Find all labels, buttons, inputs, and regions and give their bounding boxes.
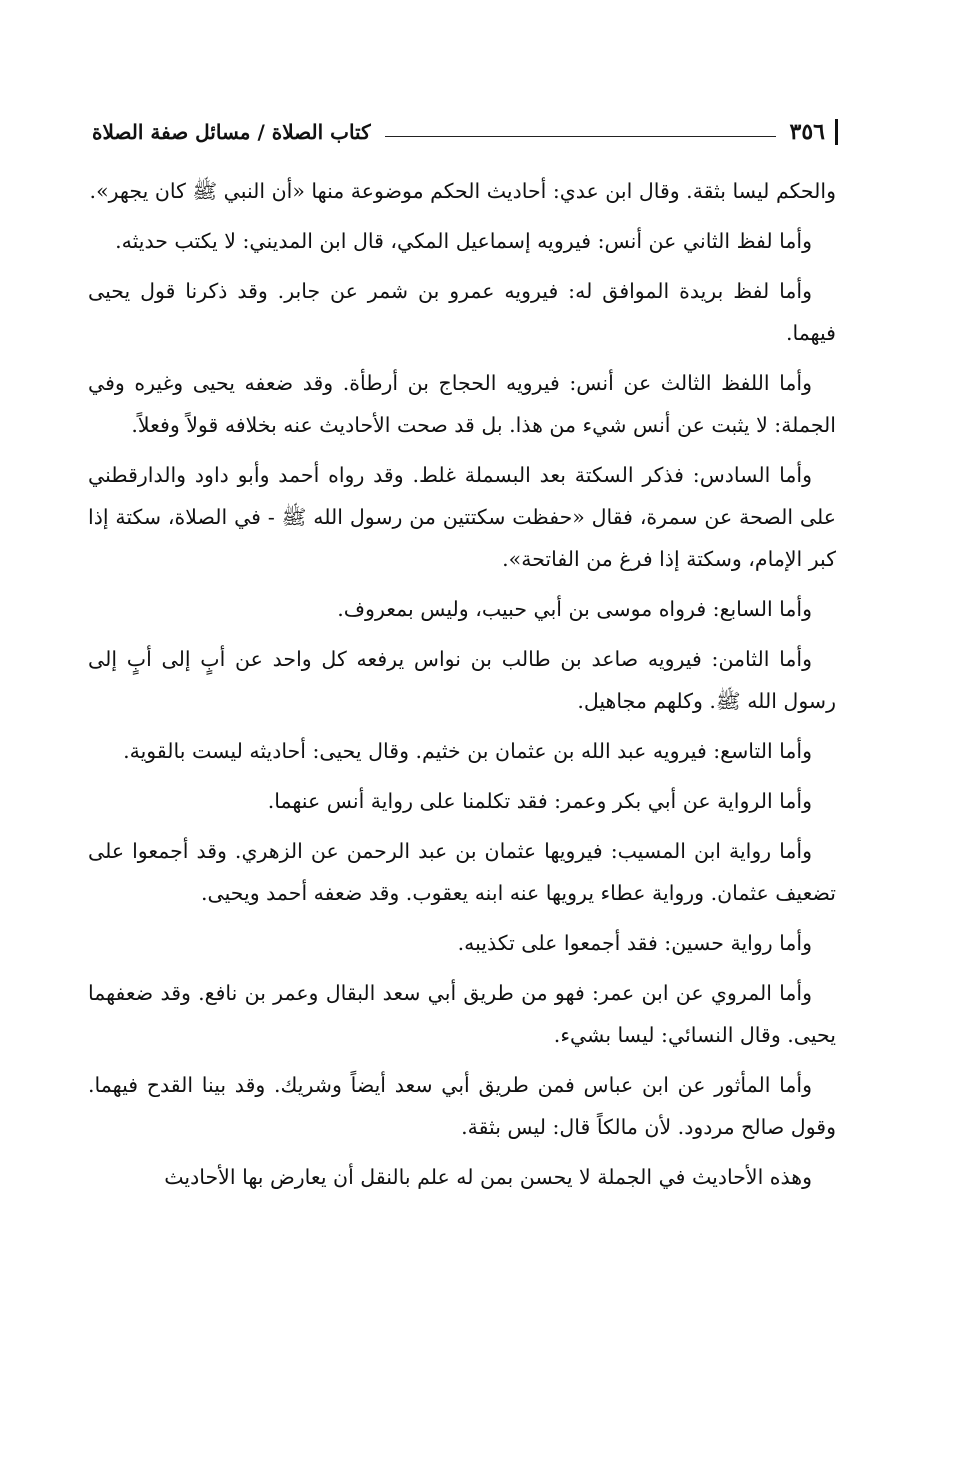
body-text <box>88 170 836 1206</box>
paragraph: وأما رواية ابن المسيب: فيرويها عثمان بن عبد الرحمن عن الزهري. وقد أجمعوا على تضعيف عثمان. ورواية عطاء يرويها عنه ابنه يعقوب. وقد ضعفه أحمد ويحيى. <box>88 839 836 905</box>
paragraph: وأما المروي عن ابن عمر: فهو من طريق أبي سعد البقال وعمر بن نافع. وقد ضعفهما يحيى. وقال النسائي: ليسا بشيء. <box>88 981 836 1047</box>
page-number: ٣٥٦ <box>789 119 825 145</box>
paragraph: وأما السادس: فذكر السكتة بعد البسملة غلط. وقد رواه أحمد وأبو داود والدارقطني على الصحة عن سمرة، فقال «حفظت سكتتين من رسول الله ﷺ - في الصلاة، سكتة إذا كبر الإمام، وسكتة إذا فرغ من الفاتحة». <box>88 463 836 571</box>
header-rule <box>385 136 776 137</box>
paragraph: وأما لفظ بريدة الموافق له: فيرويه عمرو بن شمر عن جابر. وقد ذكرنا قول يحيى فيهما. <box>88 279 836 345</box>
running-title: كتاب الصلاة / مسائل صفة الصلاة <box>92 120 371 144</box>
page-number-bar <box>835 119 838 145</box>
paragraph: وأما رواية حسين: فقد أجمعوا على تكذيبه. <box>457 931 812 955</box>
paragraph: وأما المأثور عن ابن عباس فمن طريق أبي سعد أيضاً وشريك. وقد بينا القدح فيهما. وقول صالح مردود. لأن مالكاً قال: ليس بثقة. <box>88 1073 836 1139</box>
page-header <box>92 112 838 152</box>
paragraph: وأما الثامن: فيرويه صاعد بن طالب بن نواس يرفعه كل واحد عن أبٍ إلى أبٍ إلى رسول الله ﷺ. وكلهم مجاهيل. <box>88 647 836 713</box>
paragraph: وأما الرواية عن أبي بكر وعمر: فقد تكلمنا على رواية أنس عنهما. <box>267 789 812 813</box>
paragraph: وأما السابع: فرواه موسى بن أبي حبيب، وليس بمعروف. <box>337 597 812 621</box>
paragraph: وأما لفظ الثاني عن أنس: فيرويه إسماعيل المكي، قال ابن المديني: لا يكتب حديثه. <box>115 229 812 253</box>
paragraph: وهذه الأحاديث في الجملة لا يحسن بمن له علم بالنقل أن يعارض بها الأحاديث <box>164 1165 812 1189</box>
paragraph: وأما التاسع: فيرويه عبد الله بن عثمان بن خثيم. وقال يحيى: أحاديثه ليست بالقوية. <box>123 739 812 763</box>
paragraph: والحكم ليسا بثقة. وقال ابن عدي: أحاديث الحكم موضوعة منها «أن النبي ﷺ كان يجهر». <box>89 179 836 203</box>
paragraph: وأما اللفظ الثالث عن أنس: فيرويه الحجاج بن أرطأة. وقد ضعفه يحيى وغيره وفي الجملة: لا يثبت عن أنس شيء من هذا. بل قد صحت الأحاديث عنه بخلافه قولاً وفعلاً. <box>88 371 836 437</box>
